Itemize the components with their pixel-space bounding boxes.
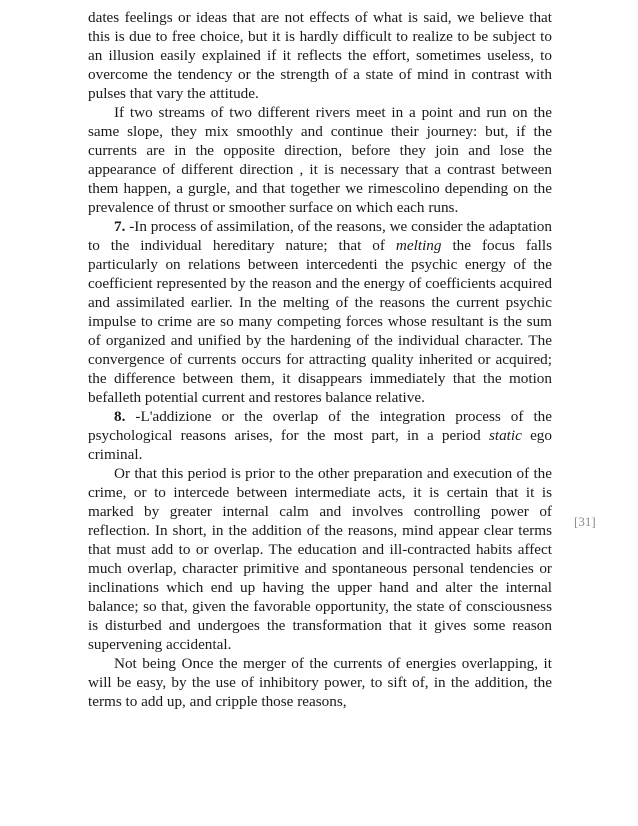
- paragraph-text: dates feelings or ideas that are not effects of what is said, we believe that this is due to free choice, but it is hardly difficult to realize to be subject to an illusion easily explained if it reflects the effort, sometimes useless, to overcome the tendency or the strength of a state of mind in contrast with pulses that vary the attitude.: [88, 9, 552, 102]
- paragraph-section-8: [88, 407, 552, 464]
- page-number: [31]: [574, 514, 596, 529]
- paragraph-text: Or that this period is prior to the other preparation and execution of the crime, or to intercede between intermediate acts, it is certain that it is marked by greater internal calm and involves controlling power of reflection. In short, in the addition of the reasons, mind appear clear terms that must add to or overlap. The education and ill-contracted habits affect much overlap, character primitive and spontaneous personal tendencies or inclinations which end up having the upper hand and alter the internal balance; so that, given the favorable opportunity, the state of consciousness is disturbed and undergoes the transformation that it gives some reason supervening accidental.: [88, 465, 552, 653]
- paragraph-merger: [88, 654, 552, 711]
- paragraph-text: -L'addizione or the overlap of the integration process of the psychological reasons arises, for the most part, in a period: [88, 408, 552, 444]
- italic-term: static: [488, 427, 522, 444]
- document-body: [88, 8, 552, 711]
- paragraph-section-7: [88, 217, 552, 407]
- paragraph-text: -In process of assimilation, of the reasons, we consider the adaptation to the individual hereditary nature; that of: [88, 218, 552, 254]
- paragraph-text: Not being Once the merger of the currents of energies overlapping, it will be easy, by the use of inhibitory power, to sift of, in the addition, the terms to add up, and cripple those reasons,: [88, 655, 552, 710]
- paragraph-text: If two streams of two different rivers meet in a point and run on the same slope, they mix smoothly and continue their journey: but, if the currents are in the opposite direction, before they join and lose the appearance of different direction , it is necessary that a contrast between them happen, a gurgle, and that together we rimescolino depending on the prevalence of thrust or smoother surface on which each runs.: [88, 104, 552, 216]
- section-number: 8.: [114, 408, 126, 425]
- section-number: 7.: [114, 218, 126, 235]
- paragraph-continuation: [88, 8, 552, 103]
- italic-term: melting: [395, 237, 442, 254]
- paragraph-text: the focus falls particularly on relations between intercedenti the psychic energy of the coefficient represented by the reason and the energy of coefficients acquired and assimilated earlier. In the melting of the reasons the current psychic impulse to crime are so many competing forces whose resultant is the sum of organized and unified by the hardening of the individual character. The convergence of currents occurs for attracting quality inherited or acquired; the difference between them, it disappears immediately that the motion befalleth potential current and restores balance relative.: [88, 237, 552, 406]
- paragraph-rivers: [88, 103, 552, 217]
- paragraph-text: ego criminal.: [88, 427, 552, 463]
- paragraph-period: [88, 464, 552, 654]
